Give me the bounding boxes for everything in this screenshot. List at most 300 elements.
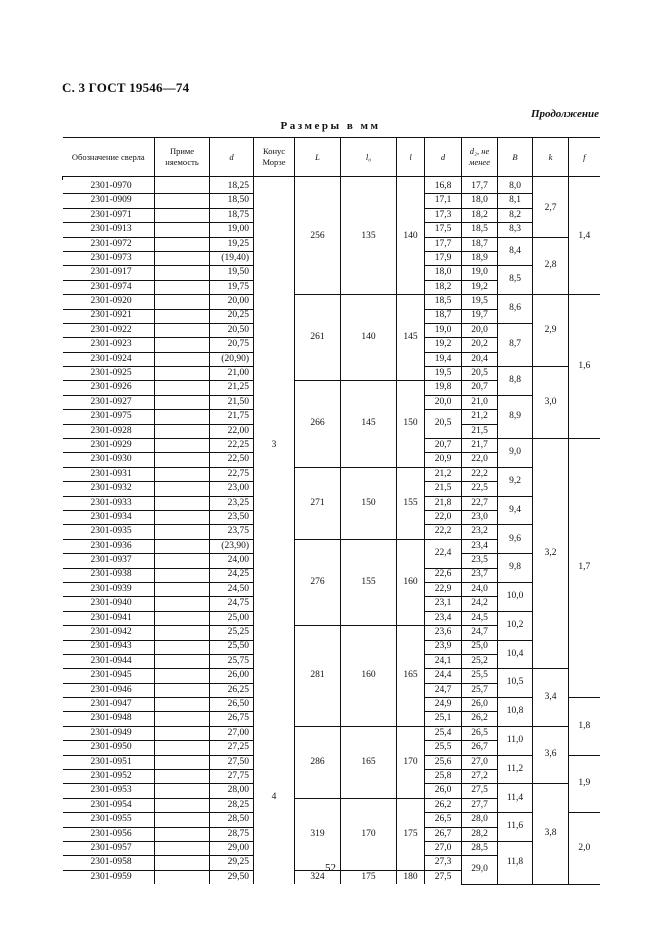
cell-code: 2301-0957 xyxy=(63,841,155,855)
cell-code: 2301-0954 xyxy=(63,798,155,812)
cell-k: 2,8 xyxy=(533,237,569,295)
cell-d1: 17,1 xyxy=(425,194,462,208)
cell-primenyaemost xyxy=(155,726,210,740)
cell-k: 2,7 xyxy=(533,180,569,237)
header-B: B xyxy=(498,138,533,177)
cell-code: 2301-0950 xyxy=(63,741,155,755)
cell-d: 26,50 xyxy=(210,698,254,712)
cell-code: 2301-0935 xyxy=(63,525,155,539)
cell-B: 10,4 xyxy=(498,640,533,669)
cell-d2: 25,5 xyxy=(462,669,498,683)
cell-primenyaemost xyxy=(155,770,210,784)
cell-primenyaemost xyxy=(155,683,210,697)
cell-code: 2301-0975 xyxy=(63,410,155,424)
cell-d2: 25,7 xyxy=(462,683,498,697)
cell-code: 2301-0943 xyxy=(63,640,155,654)
cell-d1: 24,7 xyxy=(425,683,462,697)
cell-konus: 3 xyxy=(254,180,295,712)
cell-B: 8,7 xyxy=(498,323,533,366)
cell-d2: 22,0 xyxy=(462,453,498,467)
cell-code: 2301-0924 xyxy=(63,352,155,366)
cell-d1: 17,7 xyxy=(425,237,462,251)
cell-d: 21,00 xyxy=(210,367,254,381)
cell-B: 8,9 xyxy=(498,395,533,438)
cell-l0: 165 xyxy=(341,726,397,798)
cell-d2: 21,7 xyxy=(462,439,498,453)
cell-primenyaemost xyxy=(155,611,210,625)
cell-d: 18,50 xyxy=(210,194,254,208)
cell-d2: 28,0 xyxy=(462,813,498,827)
cell-primenyaemost xyxy=(155,266,210,280)
header-l0: l₀ xyxy=(341,138,397,177)
cell-primenyaemost xyxy=(155,698,210,712)
cell-B: 11,6 xyxy=(498,813,533,842)
cell-d2: 26,5 xyxy=(462,726,498,740)
cell-l0: 155 xyxy=(341,539,397,625)
cell-l0: 140 xyxy=(341,295,397,381)
cell-primenyaemost xyxy=(155,338,210,352)
cell-L: 286 xyxy=(295,726,341,798)
cell-d1: 22,0 xyxy=(425,510,462,524)
cell-L: 261 xyxy=(295,295,341,381)
cell-d2: 24,5 xyxy=(462,611,498,625)
cell-code: 2301-0971 xyxy=(63,208,155,222)
cell-d: 25,75 xyxy=(210,654,254,668)
cell-d: 24,00 xyxy=(210,554,254,568)
cell-primenyaemost xyxy=(155,597,210,611)
cell-d: 24,50 xyxy=(210,582,254,596)
cell-d1: 19,0 xyxy=(425,323,462,337)
cell-d2: 20,0 xyxy=(462,323,498,337)
cell-konus: 4 xyxy=(254,712,295,884)
cell-l: 180 xyxy=(397,870,425,884)
cell-code: 2301-0944 xyxy=(63,654,155,668)
header-d1: d xyxy=(425,138,462,177)
cell-code: 2301-0939 xyxy=(63,582,155,596)
cell-B: 8,3 xyxy=(498,223,533,237)
cell-primenyaemost xyxy=(155,539,210,553)
header-code: Обозначение сверла xyxy=(63,138,155,177)
cell-d2: 18,0 xyxy=(462,194,498,208)
cell-d2: 23,2 xyxy=(462,525,498,539)
table-row xyxy=(63,726,600,740)
cell-primenyaemost xyxy=(155,741,210,755)
cell-primenyaemost xyxy=(155,841,210,855)
cell-B: 8,6 xyxy=(498,295,533,324)
cell-code: 2301-0952 xyxy=(63,770,155,784)
cell-d1: 21,2 xyxy=(425,467,462,481)
cell-d: 20,75 xyxy=(210,338,254,352)
cell-d: 19,00 xyxy=(210,223,254,237)
cell-B: 9,8 xyxy=(498,554,533,583)
cell-d: 29,00 xyxy=(210,841,254,855)
cell-B: 8,1 xyxy=(498,194,533,208)
cell-B: 10,0 xyxy=(498,582,533,611)
cell-primenyaemost xyxy=(155,395,210,409)
cell-d2: 21,2 xyxy=(462,410,498,424)
cell-d2: 24,2 xyxy=(462,597,498,611)
cell-code: 2301-0928 xyxy=(63,424,155,438)
cell-d1: 27,5 xyxy=(425,870,462,884)
cell-code: 2301-0923 xyxy=(63,338,155,352)
cell-d2: 29,0 xyxy=(462,856,498,884)
cell-primenyaemost xyxy=(155,496,210,510)
cell-L: 319 xyxy=(295,798,341,870)
cell-L: 256 xyxy=(295,180,341,295)
cell-d1: 25,6 xyxy=(425,755,462,769)
cell-f: 2,0 xyxy=(569,813,600,884)
cell-k: 3,8 xyxy=(533,784,569,884)
cell-d2: 21,5 xyxy=(462,424,498,438)
cell-k: 3,2 xyxy=(533,439,569,669)
cell-primenyaemost xyxy=(155,784,210,798)
cell-L: 271 xyxy=(295,467,341,539)
cell-code: 2301-0909 xyxy=(63,194,155,208)
cell-code: 2301-0929 xyxy=(63,439,155,453)
table-row xyxy=(63,467,600,481)
cell-d2: 20,7 xyxy=(462,381,498,395)
cell-primenyaemost xyxy=(155,280,210,294)
cell-d: 23,75 xyxy=(210,525,254,539)
cell-d1: 19,2 xyxy=(425,338,462,352)
cell-l0: 135 xyxy=(341,180,397,295)
cell-code: 2301-0927 xyxy=(63,395,155,409)
cell-B: 11,0 xyxy=(498,726,533,755)
cell-primenyaemost xyxy=(155,568,210,582)
cell-d2: 19,2 xyxy=(462,280,498,294)
cell-d: 29,50 xyxy=(210,870,254,884)
cell-d: 27,75 xyxy=(210,770,254,784)
cell-primenyaemost xyxy=(155,194,210,208)
cell-d2: 27,7 xyxy=(462,798,498,812)
cell-l0: 170 xyxy=(341,798,397,870)
cell-d: 22,00 xyxy=(210,424,254,438)
cell-L: 276 xyxy=(295,539,341,625)
cell-d: 18,25 xyxy=(210,180,254,194)
cell-d1: 27,3 xyxy=(425,856,462,870)
cell-primenyaemost xyxy=(155,424,210,438)
cell-code: 2301-0951 xyxy=(63,755,155,769)
cell-B: 11,8 xyxy=(498,841,533,884)
cell-B: 9,6 xyxy=(498,525,533,554)
cell-primenyaemost xyxy=(155,237,210,251)
cell-B: 9,2 xyxy=(498,467,533,496)
cell-d1: 20,7 xyxy=(425,439,462,453)
continuation-label: Продолжение xyxy=(530,108,599,120)
cell-k: 3,4 xyxy=(533,669,569,727)
cell-primenyaemost xyxy=(155,180,210,194)
cell-d: 23,25 xyxy=(210,496,254,510)
cell-code: 2301-0972 xyxy=(63,237,155,251)
cell-d1: 19,4 xyxy=(425,352,462,366)
header-l: l xyxy=(397,138,425,177)
cell-code: 2301-0946 xyxy=(63,683,155,697)
cell-l: 170 xyxy=(397,726,425,798)
cell-d1: 26,2 xyxy=(425,798,462,812)
cell-f: 1,8 xyxy=(569,698,600,756)
cell-f: 1,9 xyxy=(569,755,600,813)
cell-code: 2301-0973 xyxy=(63,251,155,265)
cell-d2: 23,5 xyxy=(462,554,498,568)
cell-primenyaemost xyxy=(155,323,210,337)
cell-primenyaemost xyxy=(155,510,210,524)
cell-primenyaemost xyxy=(155,525,210,539)
cell-d1: 21,5 xyxy=(425,482,462,496)
cell-d2: 21,0 xyxy=(462,395,498,409)
cell-B: 9,0 xyxy=(498,439,533,468)
cell-d2: 22,2 xyxy=(462,467,498,481)
cell-B: 8,2 xyxy=(498,208,533,222)
cell-d2: 17,7 xyxy=(462,180,498,194)
cell-d: 18,75 xyxy=(210,208,254,222)
cell-code: 2301-0949 xyxy=(63,726,155,740)
cell-d2: 18,9 xyxy=(462,251,498,265)
cell-d: 22,25 xyxy=(210,439,254,453)
cell-code: 2301-0917 xyxy=(63,266,155,280)
cell-code: 2301-0913 xyxy=(63,223,155,237)
cell-code: 2301-0936 xyxy=(63,539,155,553)
cell-primenyaemost xyxy=(155,755,210,769)
cell-f: 1,4 xyxy=(569,180,600,295)
cell-d2: 25,2 xyxy=(462,654,498,668)
cell-d1: 17,3 xyxy=(425,208,462,222)
header-L: L xyxy=(295,138,341,177)
cell-d2: 23,0 xyxy=(462,510,498,524)
header-d2: d₂, не менее xyxy=(462,138,498,177)
cell-d2: 27,5 xyxy=(462,784,498,798)
cell-primenyaemost xyxy=(155,626,210,640)
cell-primenyaemost xyxy=(155,208,210,222)
cell-d1: 17,9 xyxy=(425,251,462,265)
table-header-row xyxy=(63,138,600,177)
cell-d1: 20,0 xyxy=(425,395,462,409)
cell-d1: 27,0 xyxy=(425,841,462,855)
cell-d1: 19,5 xyxy=(425,367,462,381)
cell-d1: 20,9 xyxy=(425,453,462,467)
cell-d2: 18,5 xyxy=(462,223,498,237)
cell-d: (20,90) xyxy=(210,352,254,366)
cell-d: 20,50 xyxy=(210,323,254,337)
cell-l0: 175 xyxy=(341,870,397,884)
cell-code: 2301-0922 xyxy=(63,323,155,337)
cell-d: 23,50 xyxy=(210,510,254,524)
cell-d1: 24,4 xyxy=(425,669,462,683)
cell-code: 2301-0947 xyxy=(63,698,155,712)
cell-d: 27,50 xyxy=(210,755,254,769)
cell-d1: 26,5 xyxy=(425,813,462,827)
cell-code: 2301-0930 xyxy=(63,453,155,467)
cell-d: 27,00 xyxy=(210,726,254,740)
cell-primenyaemost xyxy=(155,582,210,596)
cell-k: 3,6 xyxy=(533,726,569,784)
cell-B: 11,2 xyxy=(498,755,533,784)
cell-d: 23,00 xyxy=(210,482,254,496)
cell-d: 21,75 xyxy=(210,410,254,424)
cell-code: 2301-0953 xyxy=(63,784,155,798)
cell-code: 2301-0956 xyxy=(63,827,155,841)
cell-d1: 19,8 xyxy=(425,381,462,395)
cell-l: 155 xyxy=(397,467,425,539)
cell-code: 2301-0933 xyxy=(63,496,155,510)
cell-d: 25,00 xyxy=(210,611,254,625)
cell-d1: 26,0 xyxy=(425,784,462,798)
cell-d2: 19,0 xyxy=(462,266,498,280)
cell-code: 2301-0974 xyxy=(63,280,155,294)
cell-d1: 24,1 xyxy=(425,654,462,668)
cell-code: 2301-0955 xyxy=(63,813,155,827)
cell-d1: 23,6 xyxy=(425,626,462,640)
cell-d1: 25,5 xyxy=(425,741,462,755)
cell-l0: 145 xyxy=(341,381,397,467)
cell-f: 1,7 xyxy=(569,439,600,698)
cell-d1: 18,7 xyxy=(425,309,462,323)
cell-code: 2301-0931 xyxy=(63,467,155,481)
cell-d2: 19,5 xyxy=(462,295,498,309)
cell-d2: 28,5 xyxy=(462,841,498,855)
cell-d: 21,50 xyxy=(210,395,254,409)
cell-d: 20,00 xyxy=(210,295,254,309)
cell-d2: 24,0 xyxy=(462,582,498,596)
cell-primenyaemost xyxy=(155,827,210,841)
table-caption: Размеры в мм xyxy=(280,120,381,132)
cell-l: 145 xyxy=(397,295,425,381)
cell-d: 24,75 xyxy=(210,597,254,611)
cell-code: 2301-0926 xyxy=(63,381,155,395)
cell-d2: 23,4 xyxy=(462,539,498,553)
cell-l: 175 xyxy=(397,798,425,870)
cell-code: 2301-0932 xyxy=(63,482,155,496)
cell-d2: 22,7 xyxy=(462,496,498,510)
page-number: 52 xyxy=(325,862,336,874)
cell-d2: 25,0 xyxy=(462,640,498,654)
cell-d1: 18,2 xyxy=(425,280,462,294)
cell-l: 140 xyxy=(397,180,425,295)
cell-d2: 19,7 xyxy=(462,309,498,323)
cell-primenyaemost xyxy=(155,295,210,309)
cell-d: 22,50 xyxy=(210,453,254,467)
cell-d2: 28,2 xyxy=(462,827,498,841)
cell-d: 26,75 xyxy=(210,712,254,726)
cell-d: 19,50 xyxy=(210,266,254,280)
cell-d1: 23,4 xyxy=(425,611,462,625)
cell-B: 8,8 xyxy=(498,367,533,396)
cell-primenyaemost xyxy=(155,554,210,568)
cell-d: 28,25 xyxy=(210,798,254,812)
cell-B: 9,4 xyxy=(498,496,533,525)
cell-d1: 16,8 xyxy=(425,180,462,194)
cell-primenyaemost xyxy=(155,352,210,366)
cell-L: 281 xyxy=(295,626,341,727)
cell-d2: 26,2 xyxy=(462,712,498,726)
cell-B: 10,2 xyxy=(498,611,533,640)
cell-primenyaemost xyxy=(155,309,210,323)
cell-primenyaemost xyxy=(155,223,210,237)
cell-code: 2301-0920 xyxy=(63,295,155,309)
cell-d1: 17,5 xyxy=(425,223,462,237)
cell-L: 324 xyxy=(295,870,341,884)
cell-primenyaemost xyxy=(155,381,210,395)
cell-d1: 21,8 xyxy=(425,496,462,510)
cell-d: (23,90) xyxy=(210,539,254,553)
cell-l0: 160 xyxy=(341,626,397,727)
cell-d: 28,00 xyxy=(210,784,254,798)
cell-code: 2301-0921 xyxy=(63,309,155,323)
cell-B: 10,8 xyxy=(498,698,533,727)
cell-primenyaemost xyxy=(155,813,210,827)
cell-d: 20,25 xyxy=(210,309,254,323)
cell-d2: 18,2 xyxy=(462,208,498,222)
cell-d: 25,50 xyxy=(210,640,254,654)
cell-primenyaemost xyxy=(155,640,210,654)
cell-d: 19,25 xyxy=(210,237,254,251)
cell-code: 2301-0959 xyxy=(90,871,132,882)
table-body xyxy=(63,177,600,885)
cell-code: 2301-0958 xyxy=(63,856,155,870)
cell-primenyaemost xyxy=(155,798,210,812)
header-f: f xyxy=(569,138,600,177)
cell-d: 26,25 xyxy=(210,683,254,697)
cell-d: 24,25 xyxy=(210,568,254,582)
cell-primenyaemost xyxy=(155,439,210,453)
cell-primenyaemost xyxy=(155,669,210,683)
cell-B: 8,4 xyxy=(498,237,533,266)
cell-d2: 27,0 xyxy=(462,755,498,769)
cell-L: 266 xyxy=(295,381,341,467)
cell-primenyaemost xyxy=(155,410,210,424)
cell-primenyaemost xyxy=(155,482,210,496)
cell-l: 160 xyxy=(397,539,425,625)
cell-d: 27,25 xyxy=(210,741,254,755)
cell-primenyaemost xyxy=(155,251,210,265)
cell-l0: 150 xyxy=(341,467,397,539)
cell-d1: 25,4 xyxy=(425,726,462,740)
cell-B: 11,4 xyxy=(498,784,533,813)
cell-d2: 20,2 xyxy=(462,338,498,352)
cell-d2: 20,5 xyxy=(462,367,498,381)
cell-d2: 20,4 xyxy=(462,352,498,366)
cell-code: 2301-0925 xyxy=(63,367,155,381)
cell-d: 26,00 xyxy=(210,669,254,683)
cell-d1: 23,9 xyxy=(425,640,462,654)
cell-d: 25,25 xyxy=(210,626,254,640)
cell-code: 2301-0934 xyxy=(63,510,155,524)
cell-code: 2301-0942 xyxy=(63,626,155,640)
cell-d: 22,75 xyxy=(210,467,254,481)
header-k: k xyxy=(533,138,569,177)
cell-primenyaemost xyxy=(155,367,210,381)
cell-code: 2301-0940 xyxy=(63,597,155,611)
cell-code: 2301-0941 xyxy=(63,611,155,625)
cell-d1: 25,8 xyxy=(425,770,462,784)
cell-code: 2301-0938 xyxy=(63,568,155,582)
cell-f: 1,6 xyxy=(569,295,600,439)
cell-B: 8,0 xyxy=(498,180,533,194)
cell-code: 2301-0948 xyxy=(63,712,155,726)
cell-d1: 22,9 xyxy=(425,582,462,596)
cell-code: 2301-0945 xyxy=(63,669,155,683)
cell-l: 150 xyxy=(397,381,425,467)
table-row xyxy=(63,180,600,194)
cell-d: 29,25 xyxy=(210,856,254,870)
cell-d1: 20,5 xyxy=(425,410,462,439)
cell-code: 2301-0970 xyxy=(63,180,155,194)
cell-d: 28,50 xyxy=(210,813,254,827)
cell-B: 8,5 xyxy=(498,266,533,295)
cell-d: (19,40) xyxy=(210,251,254,265)
cell-k: 3,0 xyxy=(533,367,569,439)
header-konus: Конус Морзе xyxy=(254,138,295,177)
cell-d1: 23,1 xyxy=(425,597,462,611)
